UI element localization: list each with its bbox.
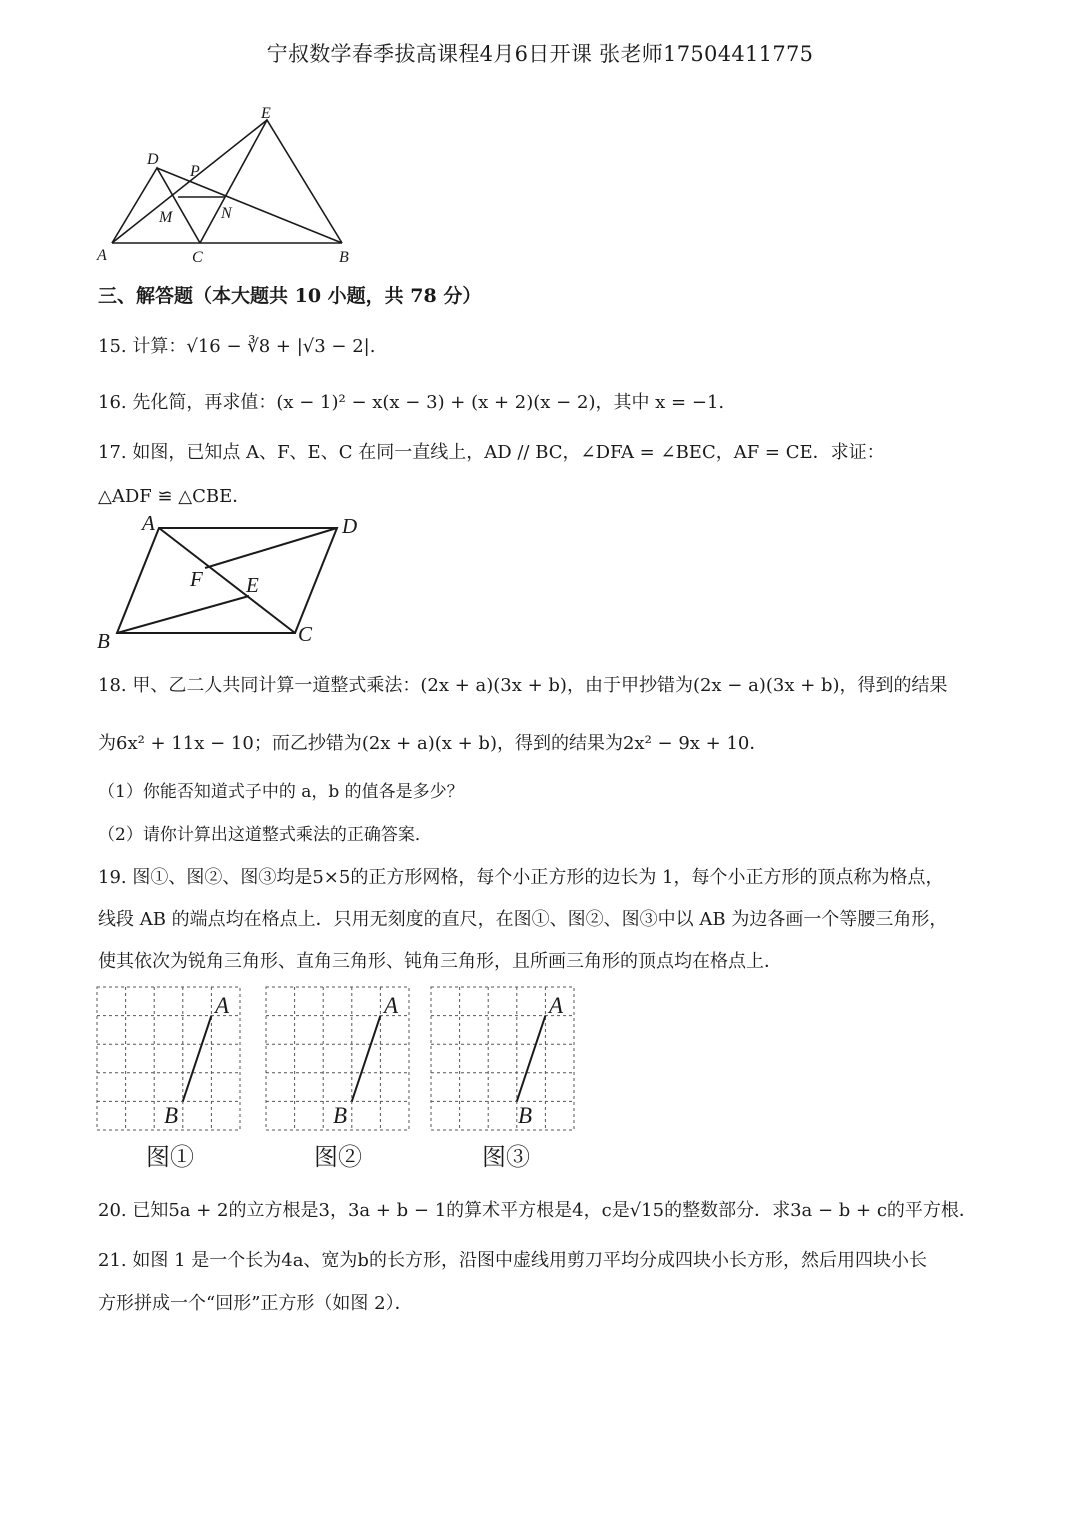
- question-17-line2: △ADF ≌ △CBE．: [98, 486, 251, 507]
- label-d: D: [147, 151, 159, 168]
- question-21-line2: 方形拼成一个“回形”正方形（如图 2）．: [98, 1293, 413, 1314]
- label-n: N: [221, 205, 232, 222]
- section-title: 三、解答题（本大题共 10 小题，共 78 分）: [98, 285, 482, 307]
- question-19-line2: 线段 AB 的端点均在格点上．只用无刻度的直尺，在图①、图②、图③中以 AB 为边各画一个等腰三角形，: [98, 909, 948, 930]
- segment-df: [205, 528, 337, 568]
- grid-figure-3: [430, 986, 576, 1176]
- label-m: M: [159, 209, 173, 226]
- caption: 图②: [314, 1145, 362, 1171]
- caption: 图①: [146, 1145, 194, 1171]
- label-a: A: [142, 511, 155, 535]
- label-c: C: [192, 249, 203, 266]
- label-e: E: [246, 573, 259, 597]
- label-d: D: [342, 514, 358, 538]
- label-b: B: [97, 629, 110, 653]
- question-18-line2: 为6x² + 11x − 10；而乙抄错为(2x + a)(x + b)，得到的结果为2x² − 9x + 10．: [98, 733, 768, 754]
- segment-ab: [183, 1016, 212, 1102]
- question-20: 20. 已知5a + 2的立方根是3，3a + b − 1的算术平方根是4，c是√15的整数部分．求3a − b + c的平方根．: [98, 1200, 977, 1221]
- grid-figure-2: [265, 986, 411, 1176]
- label-a: A: [384, 993, 399, 1018]
- label-b: B: [333, 1103, 348, 1128]
- question-15: 15. 计算：√16 − ∛8 + |√3 − 2|.: [98, 336, 376, 357]
- triangle-figure: [95, 100, 365, 270]
- label-b: B: [164, 1103, 179, 1128]
- parallelogram-figure: [92, 508, 372, 653]
- segment-be: [117, 596, 249, 633]
- segment-ab: [352, 1016, 381, 1102]
- label-a: A: [97, 247, 107, 264]
- label-b: B: [518, 1103, 533, 1128]
- grid-figure-1: [96, 986, 242, 1176]
- question-19-line3: 使其依次为锐角三角形、直角三角形、钝角三角形，且所画三角形的顶点均在格点上．: [98, 951, 782, 972]
- label-c: C: [298, 622, 313, 646]
- label-a: A: [549, 993, 564, 1018]
- segment-ab: [517, 1016, 546, 1102]
- question-17-line1: 17. 如图，已知点 A、F、E、C 在同一直线上，AD // BC，∠DFA = ∠BEC，AF = CE．求证：: [98, 442, 885, 463]
- question-16: 16. 先化简，再求值：(x − 1)² − x(x − 3) + (x + 2)(x − 2)，其中 x = −1.: [98, 392, 725, 413]
- diagonal-ac: [159, 528, 295, 633]
- question-21-line1: 21. 如图 1 是一个长为4a、宽为b的长方形，沿图中虚线用剪刀平均分成四块小长方形，然后用四块小长: [98, 1250, 927, 1271]
- label-b: B: [339, 249, 349, 266]
- label-e: E: [261, 105, 271, 122]
- segment-db: [157, 168, 342, 243]
- question-18-sub2: （2）请你计算出这道整式乘法的正确答案．: [98, 825, 432, 845]
- label-p: P: [190, 163, 200, 180]
- question-18-line1: 18. 甲、乙二人共同计算一道整式乘法：(2x + a)(3x + b)，由于甲抄错为(2x − a)(3x + b)，得到的结果: [98, 675, 948, 696]
- label-a: A: [215, 993, 230, 1018]
- question-18-sub1: （1）你能否知道式子中的 a，b 的值各是多少？: [98, 782, 464, 802]
- triangle-ceb: [200, 120, 342, 243]
- question-19-line1: 19. 图①、图②、图③均是5×5的正方形网格，每个小正方形的边长为 1，每个小正方形的顶点称为格点，: [98, 867, 944, 888]
- label-f: F: [190, 567, 203, 591]
- page-header: 宁叔数学春季拔高课程4月6日开课 张老师17504411775: [266, 42, 814, 66]
- caption: 图③: [482, 1145, 530, 1171]
